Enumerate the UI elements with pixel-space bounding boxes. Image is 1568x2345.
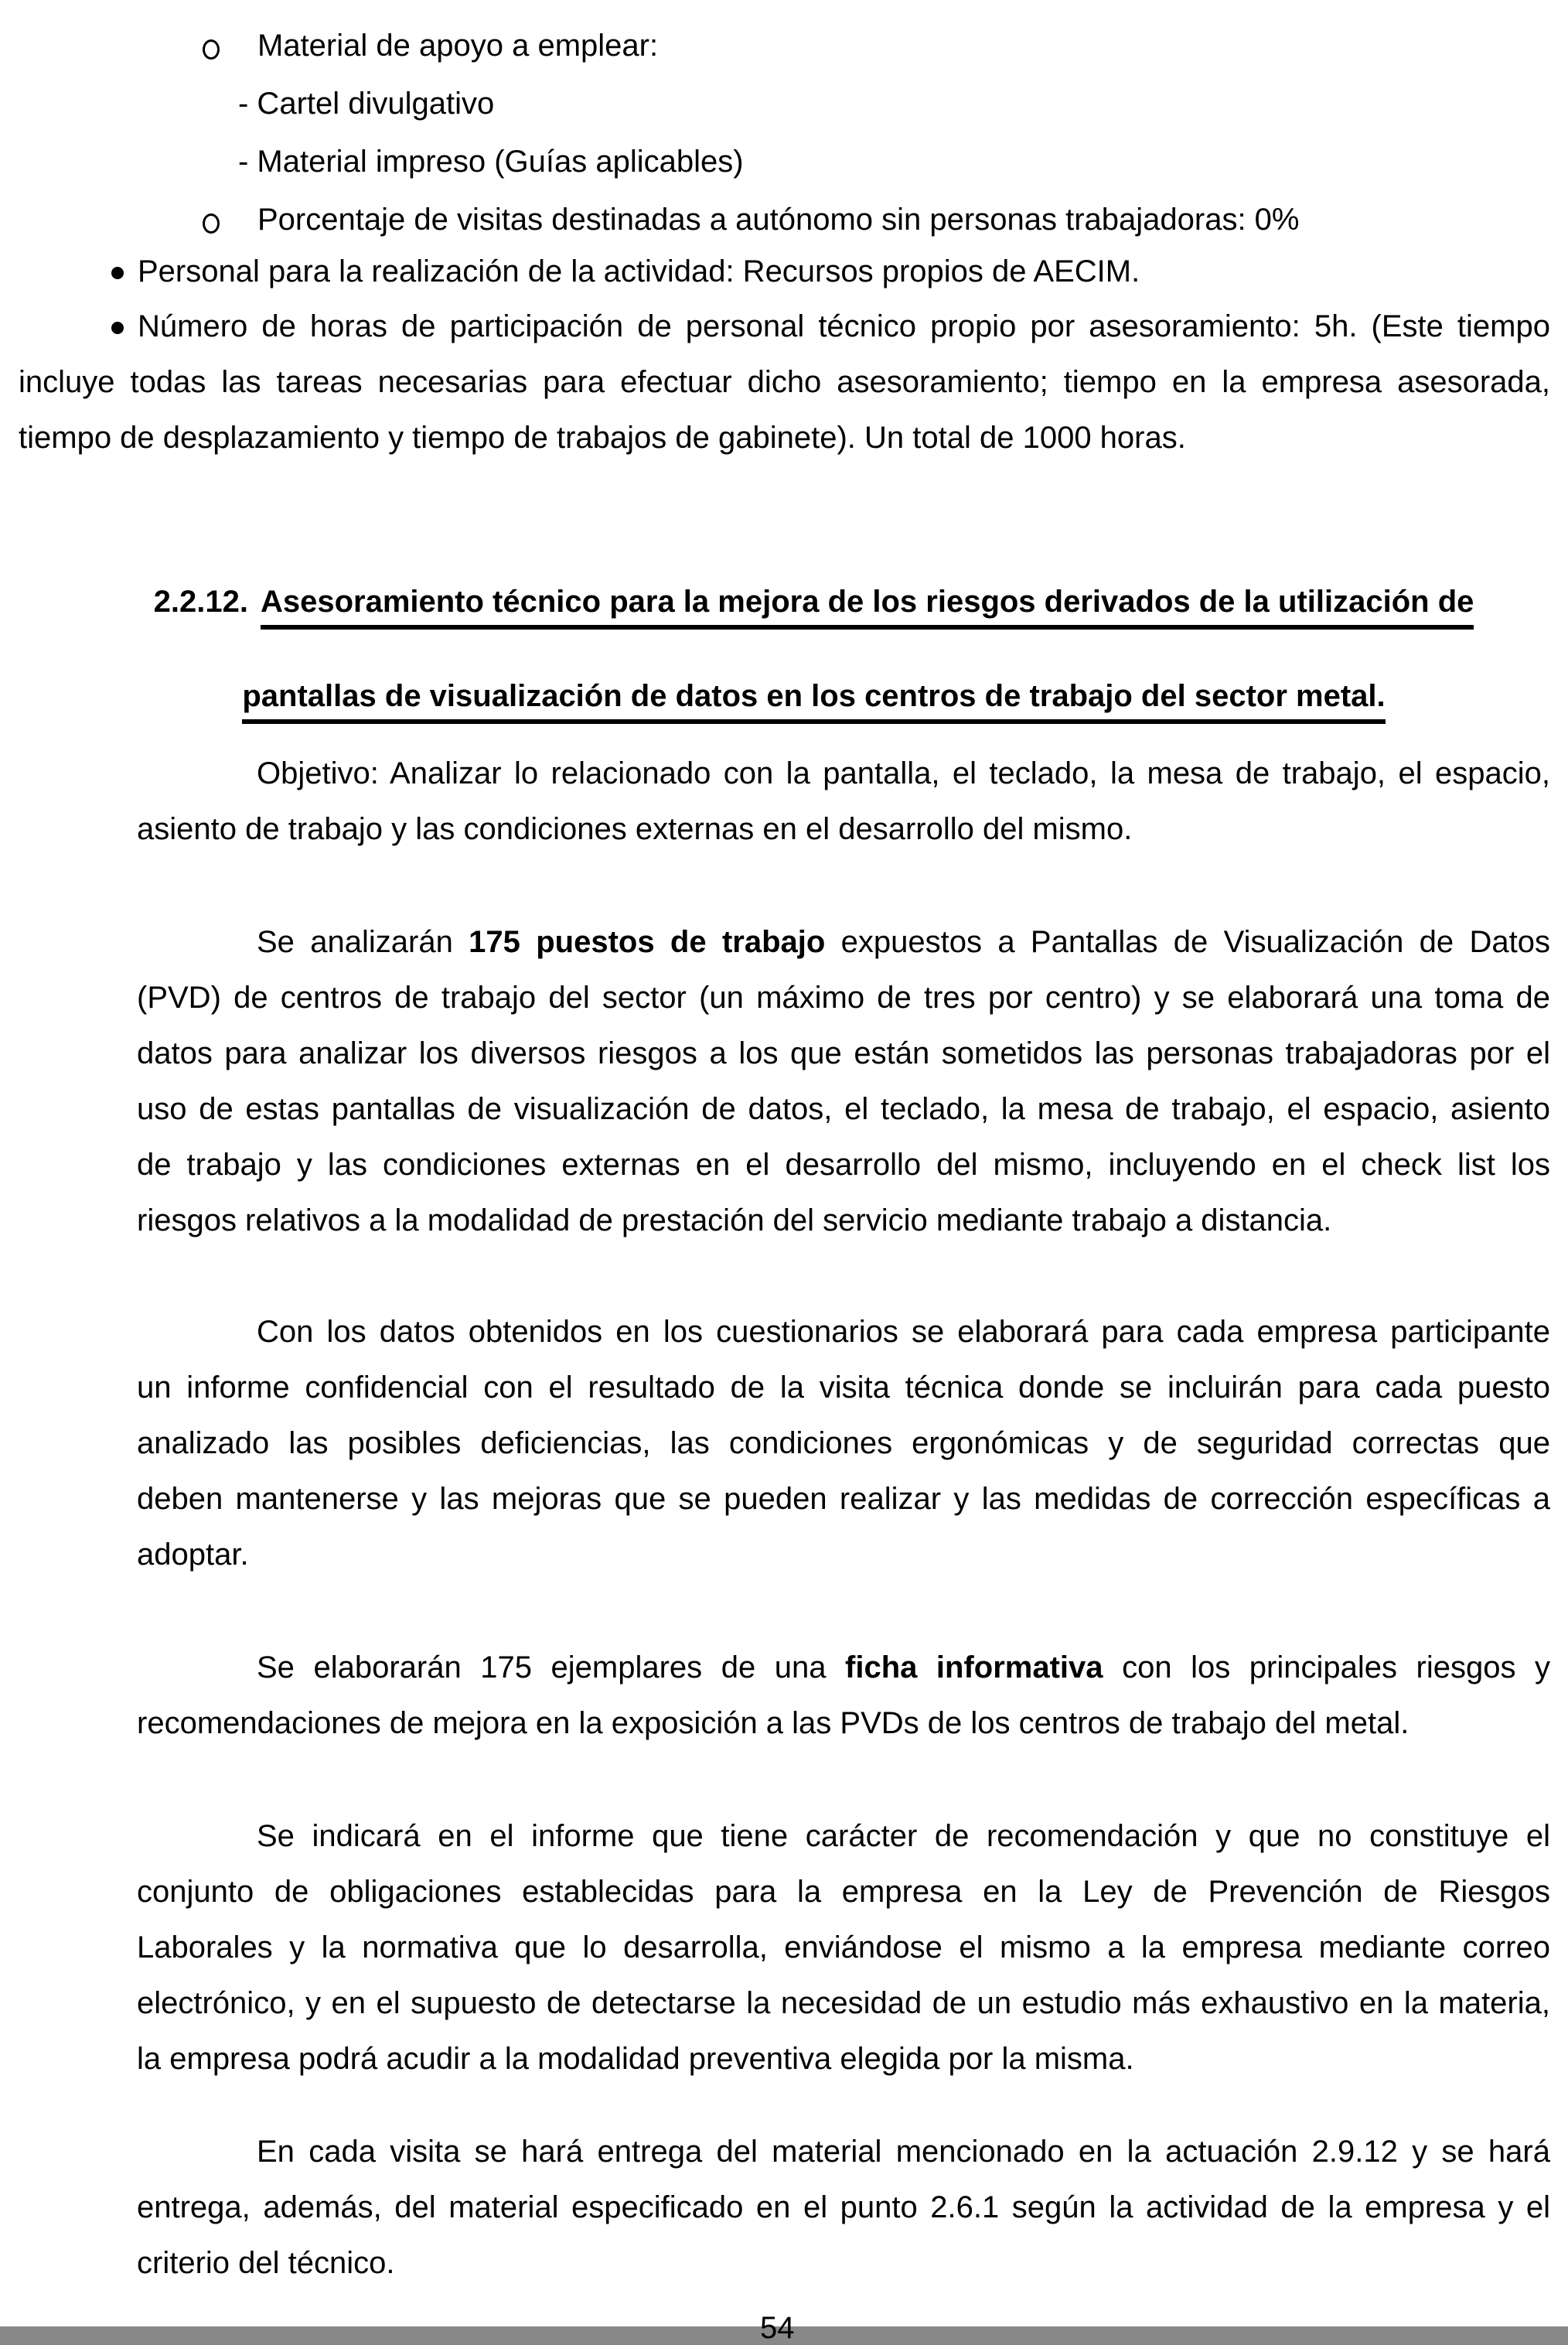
paragraph-entrega-material xyxy=(137,2124,1550,2291)
dot-bullet-icon xyxy=(111,267,124,279)
text-line: Se elaborarán 175 ejemplares de una ficha informativa con los principales riesgos y xyxy=(257,1650,1551,1685)
paragraph-objetivo xyxy=(137,746,1550,857)
text-line: Laborales y la normativa que lo desarrolla, enviándose el mismo a la empresa mediante correo xyxy=(137,1930,1550,1964)
text-line: un informe confidencial con el resultado de la visita técnica donde se incluirán para cada puesto xyxy=(137,1370,1550,1405)
text-line: En cada visita se hará entrega del material mencionado en la actuación 2.9.12 y se hará xyxy=(257,2135,1550,2169)
text-line: Se indicará en el informe que tiene carácter de recomendación y que no constituye el xyxy=(257,1819,1550,1853)
text-line: riesgos relativos a la modalidad de prestación del servicio mediante trabajo a distancia. xyxy=(137,1203,1332,1237)
heading-line-2 xyxy=(77,667,1550,725)
text-line: uso de estas pantallas de visualización de datos, el teclado, la mesa de trabajo, el espacio, asiento xyxy=(137,1092,1550,1126)
circle-bullet-icon xyxy=(203,39,220,60)
text-line: (PVD) de centros de trabajo del sector (un máximo de tres por centro) y se elaborará una toma de xyxy=(137,981,1550,1015)
text-line: Número de horas de participación de personal técnico propio por asesoramiento: 5h. (Este tiempo xyxy=(138,309,1550,343)
text-line: la empresa podrá acudir a la modalidad preventiva elegida por la misma. xyxy=(137,2042,1134,2076)
paragraph-analisis-puestos xyxy=(137,914,1550,1248)
list-item-personal: Personal para la realización de la actividad: Recursos propios de AECIM. xyxy=(138,254,1140,288)
paragraph-caracter-recomendacion xyxy=(137,1808,1550,2087)
text-line: electrónico, y en el supuesto de detectarse la necesidad de un estudio más exhaustivo en la materia, xyxy=(137,1986,1550,2020)
text-line: conjunto de obligaciones establecidas para la empresa en la Ley de Prevención de Riesgos xyxy=(137,1875,1550,1909)
heading-title-part-2: pantallas de visualización de datos en los centros de trabajo del sector metal. xyxy=(242,679,1385,724)
heading-number: 2.2.12. xyxy=(153,585,248,619)
heading-line-1 xyxy=(77,572,1550,631)
paragraph-ficha-informativa xyxy=(137,1640,1550,1751)
text-line: tiempo de desplazamiento y tiempo de trabajos de gabinete). Un total de 1000 horas. xyxy=(19,421,1186,455)
text-line: criterio del técnico. xyxy=(137,2246,395,2280)
heading-title-part-1: Asesoramiento técnico para la mejora de los riesgos derivados de la utilización de xyxy=(261,585,1474,630)
list-item-horas xyxy=(19,299,1550,466)
text-line: deben mantenerse y las mejoras que se pueden realizar y las medidas de corrección específicas a xyxy=(137,1482,1550,1516)
list-item-material-apoyo: Material de apoyo a emplear: xyxy=(257,29,659,63)
paragraph-informe-confidencial xyxy=(137,1304,1550,1582)
text-line: incluye todas las tareas necesarias para efectuar dicho asesoramiento; tiempo en la empresa asesorada, xyxy=(19,365,1550,399)
text-line: entrega, además, del material especificado en el punto 2.6.1 según la actividad de la empresa y el xyxy=(137,2190,1550,2224)
list-subitem-material-impreso: - Material impreso (Guías aplicables) xyxy=(238,145,744,179)
text-line: Se analizarán 175 puestos de trabajo expuestos a Pantallas de Visualización de Datos xyxy=(257,925,1550,959)
text-line: asiento de trabajo y las condiciones externas en el desarrollo del mismo. xyxy=(137,812,1133,846)
circle-bullet-icon xyxy=(203,213,220,234)
text-line: de trabajo y las condiciones externas en el desarrollo del mismo, incluyendo en el check list los xyxy=(137,1148,1550,1182)
page-number: 54 xyxy=(760,2311,795,2345)
text-line: Con los datos obtenidos en los cuestionarios se elaborará para cada empresa participante xyxy=(257,1315,1550,1349)
text-line: datos para analizar los diversos riesgos a los que están sometidos las personas trabajadoras por el xyxy=(137,1036,1550,1070)
section-heading xyxy=(77,572,1550,761)
text-line: recomendaciones de mejora en la exposición a las PVDs de los centros de trabajo del metal. xyxy=(137,1706,1409,1740)
list-subitem-cartel: - Cartel divulgativo xyxy=(238,87,495,121)
text-line: analizado las posibles deficiencias, las condiciones ergonómicas y de seguridad correctas que xyxy=(137,1426,1550,1460)
text-line: adoptar. xyxy=(137,1538,249,1572)
text-line: Objetivo: Analizar lo relacionado con la pantalla, el teclado, la mesa de trabajo, el espacio, xyxy=(257,756,1550,790)
list-item-porcentaje: Porcentaje de visitas destinadas a autónomo sin personas trabajadoras: 0% xyxy=(257,203,1300,237)
